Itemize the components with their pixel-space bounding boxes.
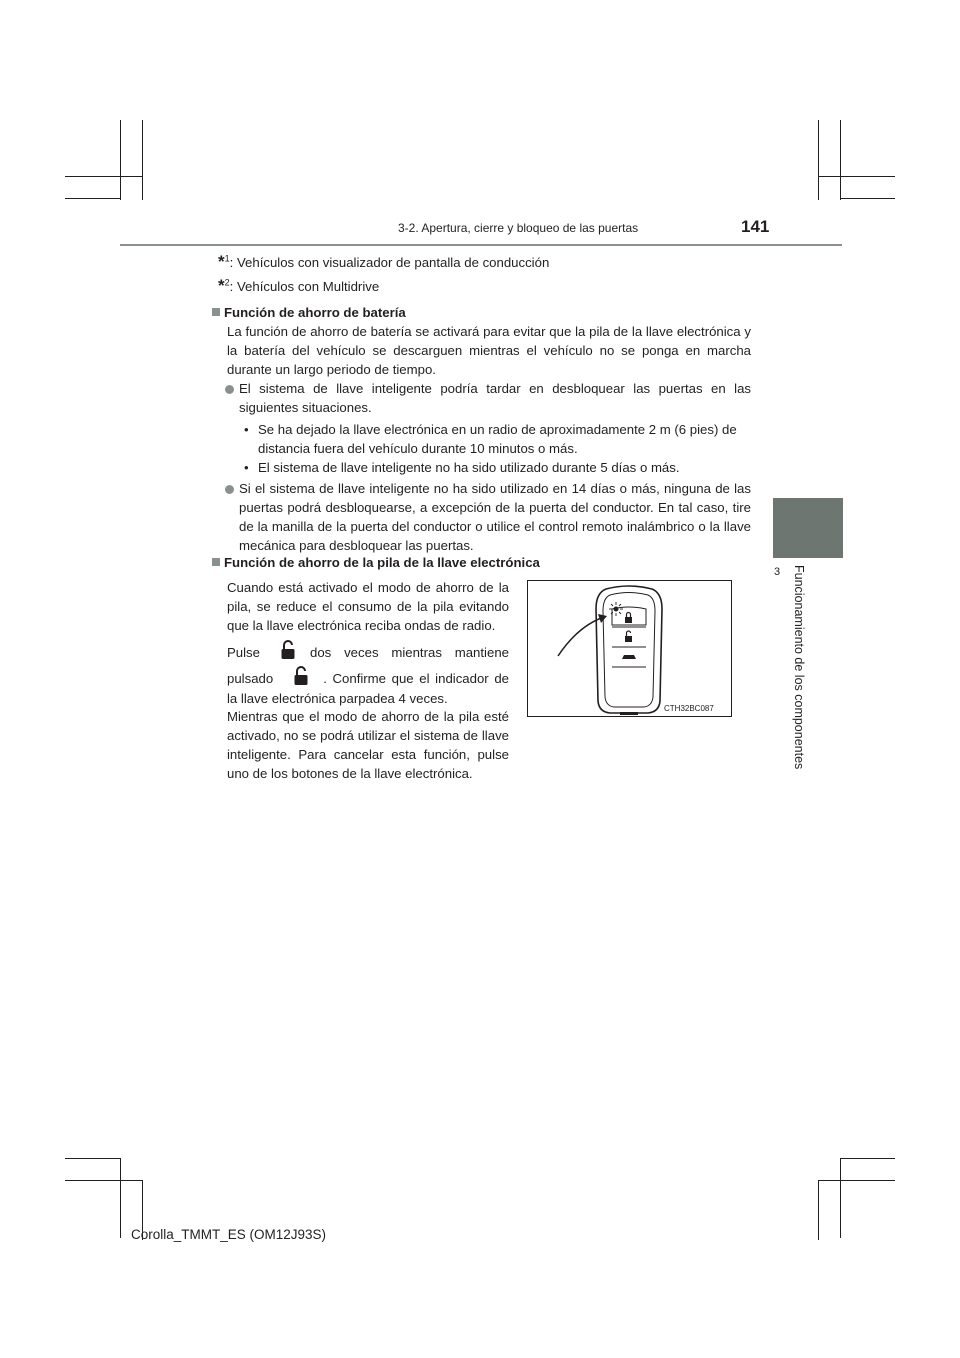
chapter-number: 3 [774,566,781,578]
crop-mark [120,1158,121,1238]
instruction-text: dos veces mientras mantiene [310,645,509,660]
footnote-mark: * [218,252,225,271]
footnote-mark: * [218,276,225,295]
square-bullet-icon [212,308,220,316]
electronic-key-drawing [528,581,731,716]
circle-bullet-icon [225,485,234,494]
square-bullet-icon [212,558,220,566]
lock-button-icon [293,666,309,691]
crop-mark [818,1180,895,1181]
crop-mark [65,176,142,177]
sub-bullet-marker: • [244,422,249,437]
crop-mark [142,120,143,200]
footnote-1 [218,252,549,272]
header-divider [120,244,842,246]
paragraph: La función de ahorro de batería se activará para evitar que la pila de la llave electrónica y la batería del vehículo se descarguen mientras el vehículo no se ponga en marcha durante un largo periodo de tiempo. [227,324,751,377]
footnote-number: 1 [224,253,230,264]
crop-mark [818,120,819,200]
chapter-title: Funcionamiento de los componentes [792,565,806,770]
paragraph: Cuando está activado el modo de ahorro de la pila, se reduce el consumo de la pila evitando que la llave electrónica reciba ondas de radio. [227,580,509,633]
footnote-2 [218,276,379,296]
bullet-text: El sistema de llave inteligente podría tardar en desbloquear las puertas en las siguientes situaciones. [239,381,751,415]
section-heading: 3-2. Apertura, cierre y bloqueo de las puertas [398,221,639,235]
crop-mark [840,1158,895,1159]
bullet-text: Si el sistema de llave inteligente no ha sido utilizado en 14 días o más, ninguna de las puertas podrá desbloquearse, a excepción de la puerta del conductor. En tal caso, tire de la manilla de la puerta del conductor o utilice el control remoto inalámbrico o la llave mecánica para desbloquear las puertas. [239,481,751,553]
crop-mark [818,1180,819,1240]
crop-mark [65,1180,142,1181]
page-number: 141 [741,217,770,236]
crop-mark [65,198,120,199]
crop-mark [65,1158,120,1159]
instruction-line [227,640,509,665]
crop-mark [840,198,895,199]
instruction-text: . Confirme que el indicador de [323,671,509,686]
lock-button-icon [280,640,296,665]
crop-mark [840,1158,841,1238]
crop-mark [120,120,121,200]
section-title [212,305,406,320]
sub-bullet-text: Se ha dejado la llave electrónica en un radio de aproximadamente 2 m (6 pies) de distancia fuera del vehículo durante 10 minutos o más. [258,422,737,456]
crop-mark [818,176,895,177]
footnote-number: 2 [224,277,230,288]
figure-code: CTH32BC087 [664,704,714,713]
key-illustration [527,580,732,717]
paragraph: la llave electrónica parpadea 4 veces. [227,691,448,706]
circle-bullet-icon [225,385,234,394]
sub-bullet-text: El sistema de llave inteligente no ha sido utilizado durante 5 días o más. [258,460,680,475]
footnote-text: : Vehículos con Multidrive [229,279,380,294]
sub-bullet-marker: • [244,460,249,475]
section-title-text: Función de ahorro de la pila de la llave electrónica [224,555,540,570]
instruction-line [227,666,509,691]
section-title-text: Función de ahorro de batería [224,305,406,320]
crop-mark [840,120,841,200]
document-footer: Corolla_TMMT_ES (OM12J93S) [131,1227,327,1242]
footnote-text: : Vehículos con visualizador de pantalla de conducción [229,255,550,270]
instruction-text: Pulse [227,645,260,660]
paragraph: Mientras que el modo de ahorro de la pila esté activado, no se podrá utilizar el sistema de llave inteligente. Para cancelar esta función, pulse uno de los botones de la llave electrónica. [227,709,509,781]
chapter-tab [773,498,843,558]
section-title [212,555,540,570]
instruction-text: pulsado [227,671,274,686]
